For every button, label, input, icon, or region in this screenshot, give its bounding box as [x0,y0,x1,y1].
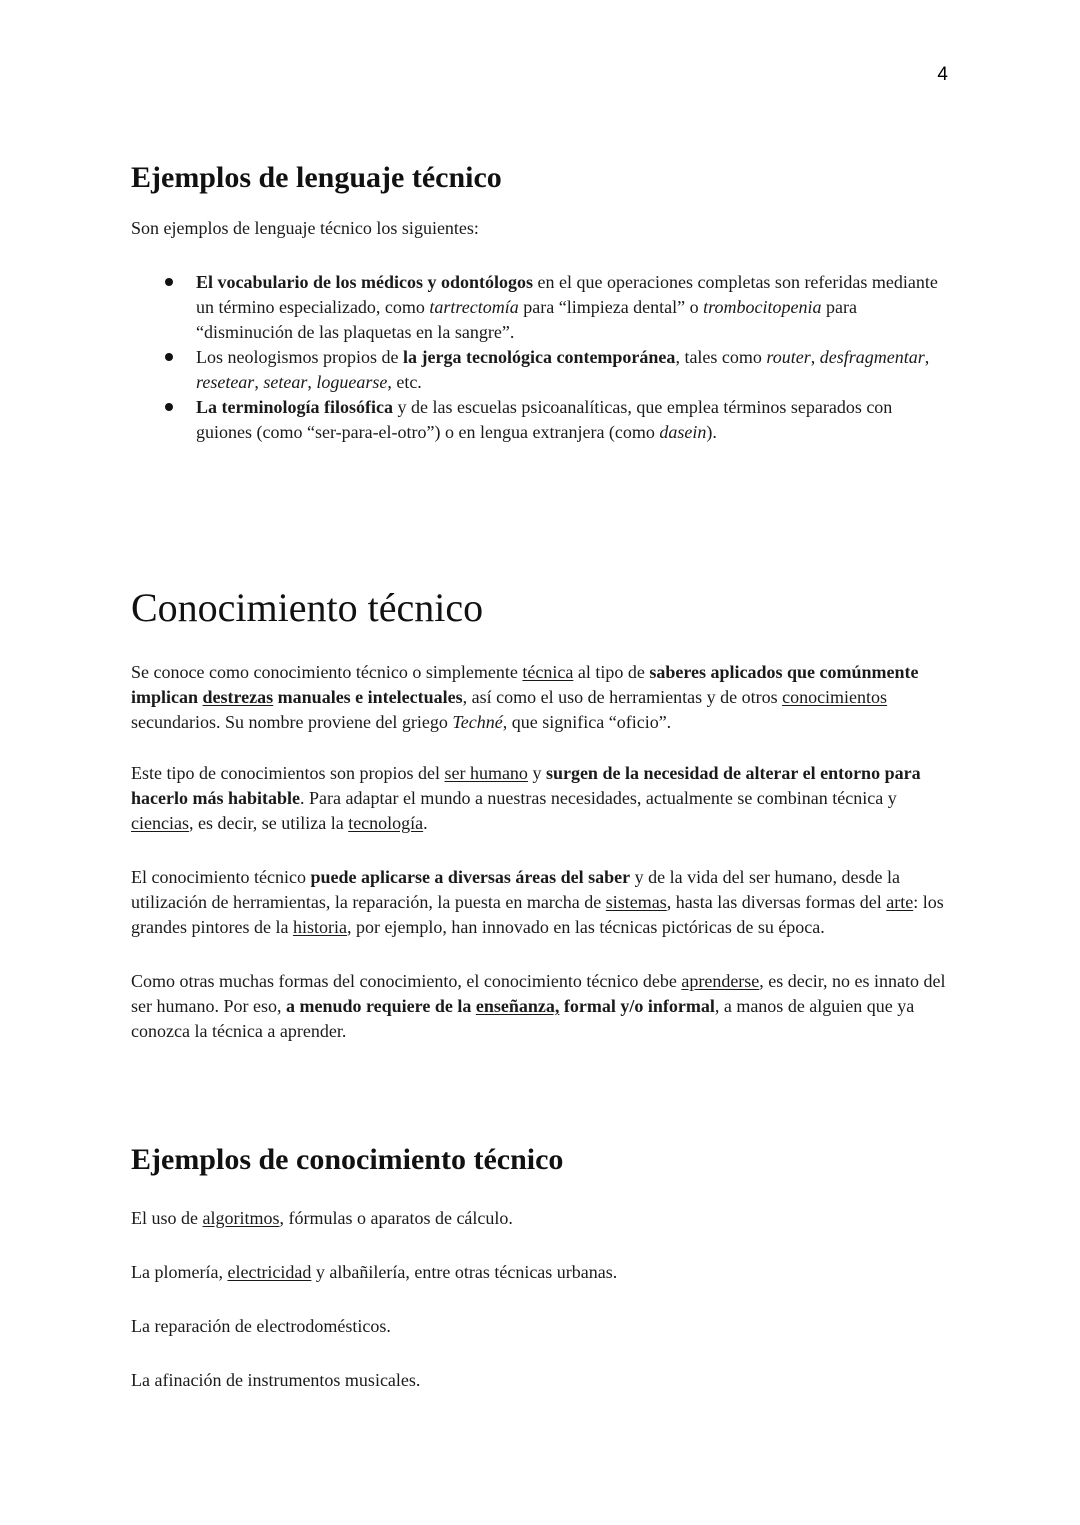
heading-ejemplos-conocimiento-tecnico: Ejemplos de conocimiento técnico [131,1143,564,1176]
link-tecnologia[interactable]: tecnología [348,813,424,833]
sec1-intro: Son ejemplos de lenguaje técnico los siguientes: [131,218,479,238]
link-aprenderse[interactable]: aprenderse [681,971,760,991]
page-number: 4 [937,64,948,85]
sec3-example-2: La plomería, electricidad y albañilería, entre otras técnicas urbanas. [131,1262,618,1282]
sec2-paragraph-3: El conocimiento técnico puede aplicarse a diversas áreas del saber y de la vida del ser humano, desde la utilización de herramientas, la reparación, la puesta en marcha de sistemas, hasta las diversas formas del arte: los grandes pintores de la historia, por ejemplo, han innovado en las técnicas pictóricas de su época. [131,867,944,937]
sec3-example-1: El uso de algoritmos, fórmulas o aparatos de cálculo. [131,1208,513,1228]
bullet-item: Los neologismos propios de la jerga tecnológica contemporánea, tales como router, desfragmentar, resetear, setear, loguearse, etc. [131,345,951,395]
link-algoritmos[interactable]: algoritmos [202,1208,280,1228]
link-tecnica[interactable]: técnica [522,662,574,682]
sec2-paragraph-1: Se conoce como conocimiento técnico o simplemente técnica al tipo de saberes aplicados que comúnmente implican destrezas manuales e intelectuales, así como el uso de herramientas y de otros conocimientos secundarios. Su nombre proviene del griego Techné, que significa “oficio”. [131,662,919,732]
link-historia[interactable]: historia [292,917,347,937]
heading-ejemplos-lenguaje-tecnico: Ejemplos de lenguaje técnico [131,161,502,194]
bullet-dot-icon [165,403,173,411]
heading-conocimiento-tecnico: Conocimiento técnico [131,585,484,630]
link-ciencias[interactable]: ciencias [131,813,189,833]
link-sistemas[interactable]: sistemas [605,892,667,912]
sec2-paragraph-4: Como otras muchas formas del conocimiento, el conocimiento técnico debe aprenderse, es decir, no es innato del ser humano. Por eso, a menudo requiere de la enseñanza, formal y/o informal, a manos de alguien que ya conozca la técnica a aprender. [131,971,946,1041]
bullet-dot-icon [165,278,173,286]
link-arte[interactable]: arte [886,892,914,912]
bullet-dot-icon [165,353,173,361]
sec3-example-4: La afinación de instrumentos musicales. [131,1370,421,1390]
sec2-paragraph-2: Este tipo de conocimientos son propios del ser humano y surgen de la necesidad de alterar el entorno para hacerlo más habitable. Para adaptar el mundo a nuestras necesidades, actualmente se combinan técnica y ciencias, es decir, se utiliza la tecnología. [131,763,921,833]
link-destrezas[interactable]: destrezas [202,687,274,707]
link-ser-humano[interactable]: ser humano [444,763,528,783]
bullet-item: El vocabulario de los médicos y odontólogos en el que operaciones completas son referidas mediante un término especializado, como tartrectomía para “limpieza dental” o trombocitopenia para “disminución de las plaquetas en la sangre”. [131,270,951,345]
sec1-bullet-list [131,270,951,445]
link-ensenanza[interactable]: enseñanza, [475,996,560,1016]
bullet-item: La terminología filosófica y de las escuelas psicoanalíticas, que emplea términos separados con guiones (como “ser-para-el-otro”) o en lengua extranjera (como dasein). [131,395,951,445]
link-electricidad[interactable]: electricidad [227,1262,312,1282]
link-conocimientos[interactable]: conocimientos [782,687,888,707]
sec3-example-3: La reparación de electrodomésticos. [131,1316,391,1336]
